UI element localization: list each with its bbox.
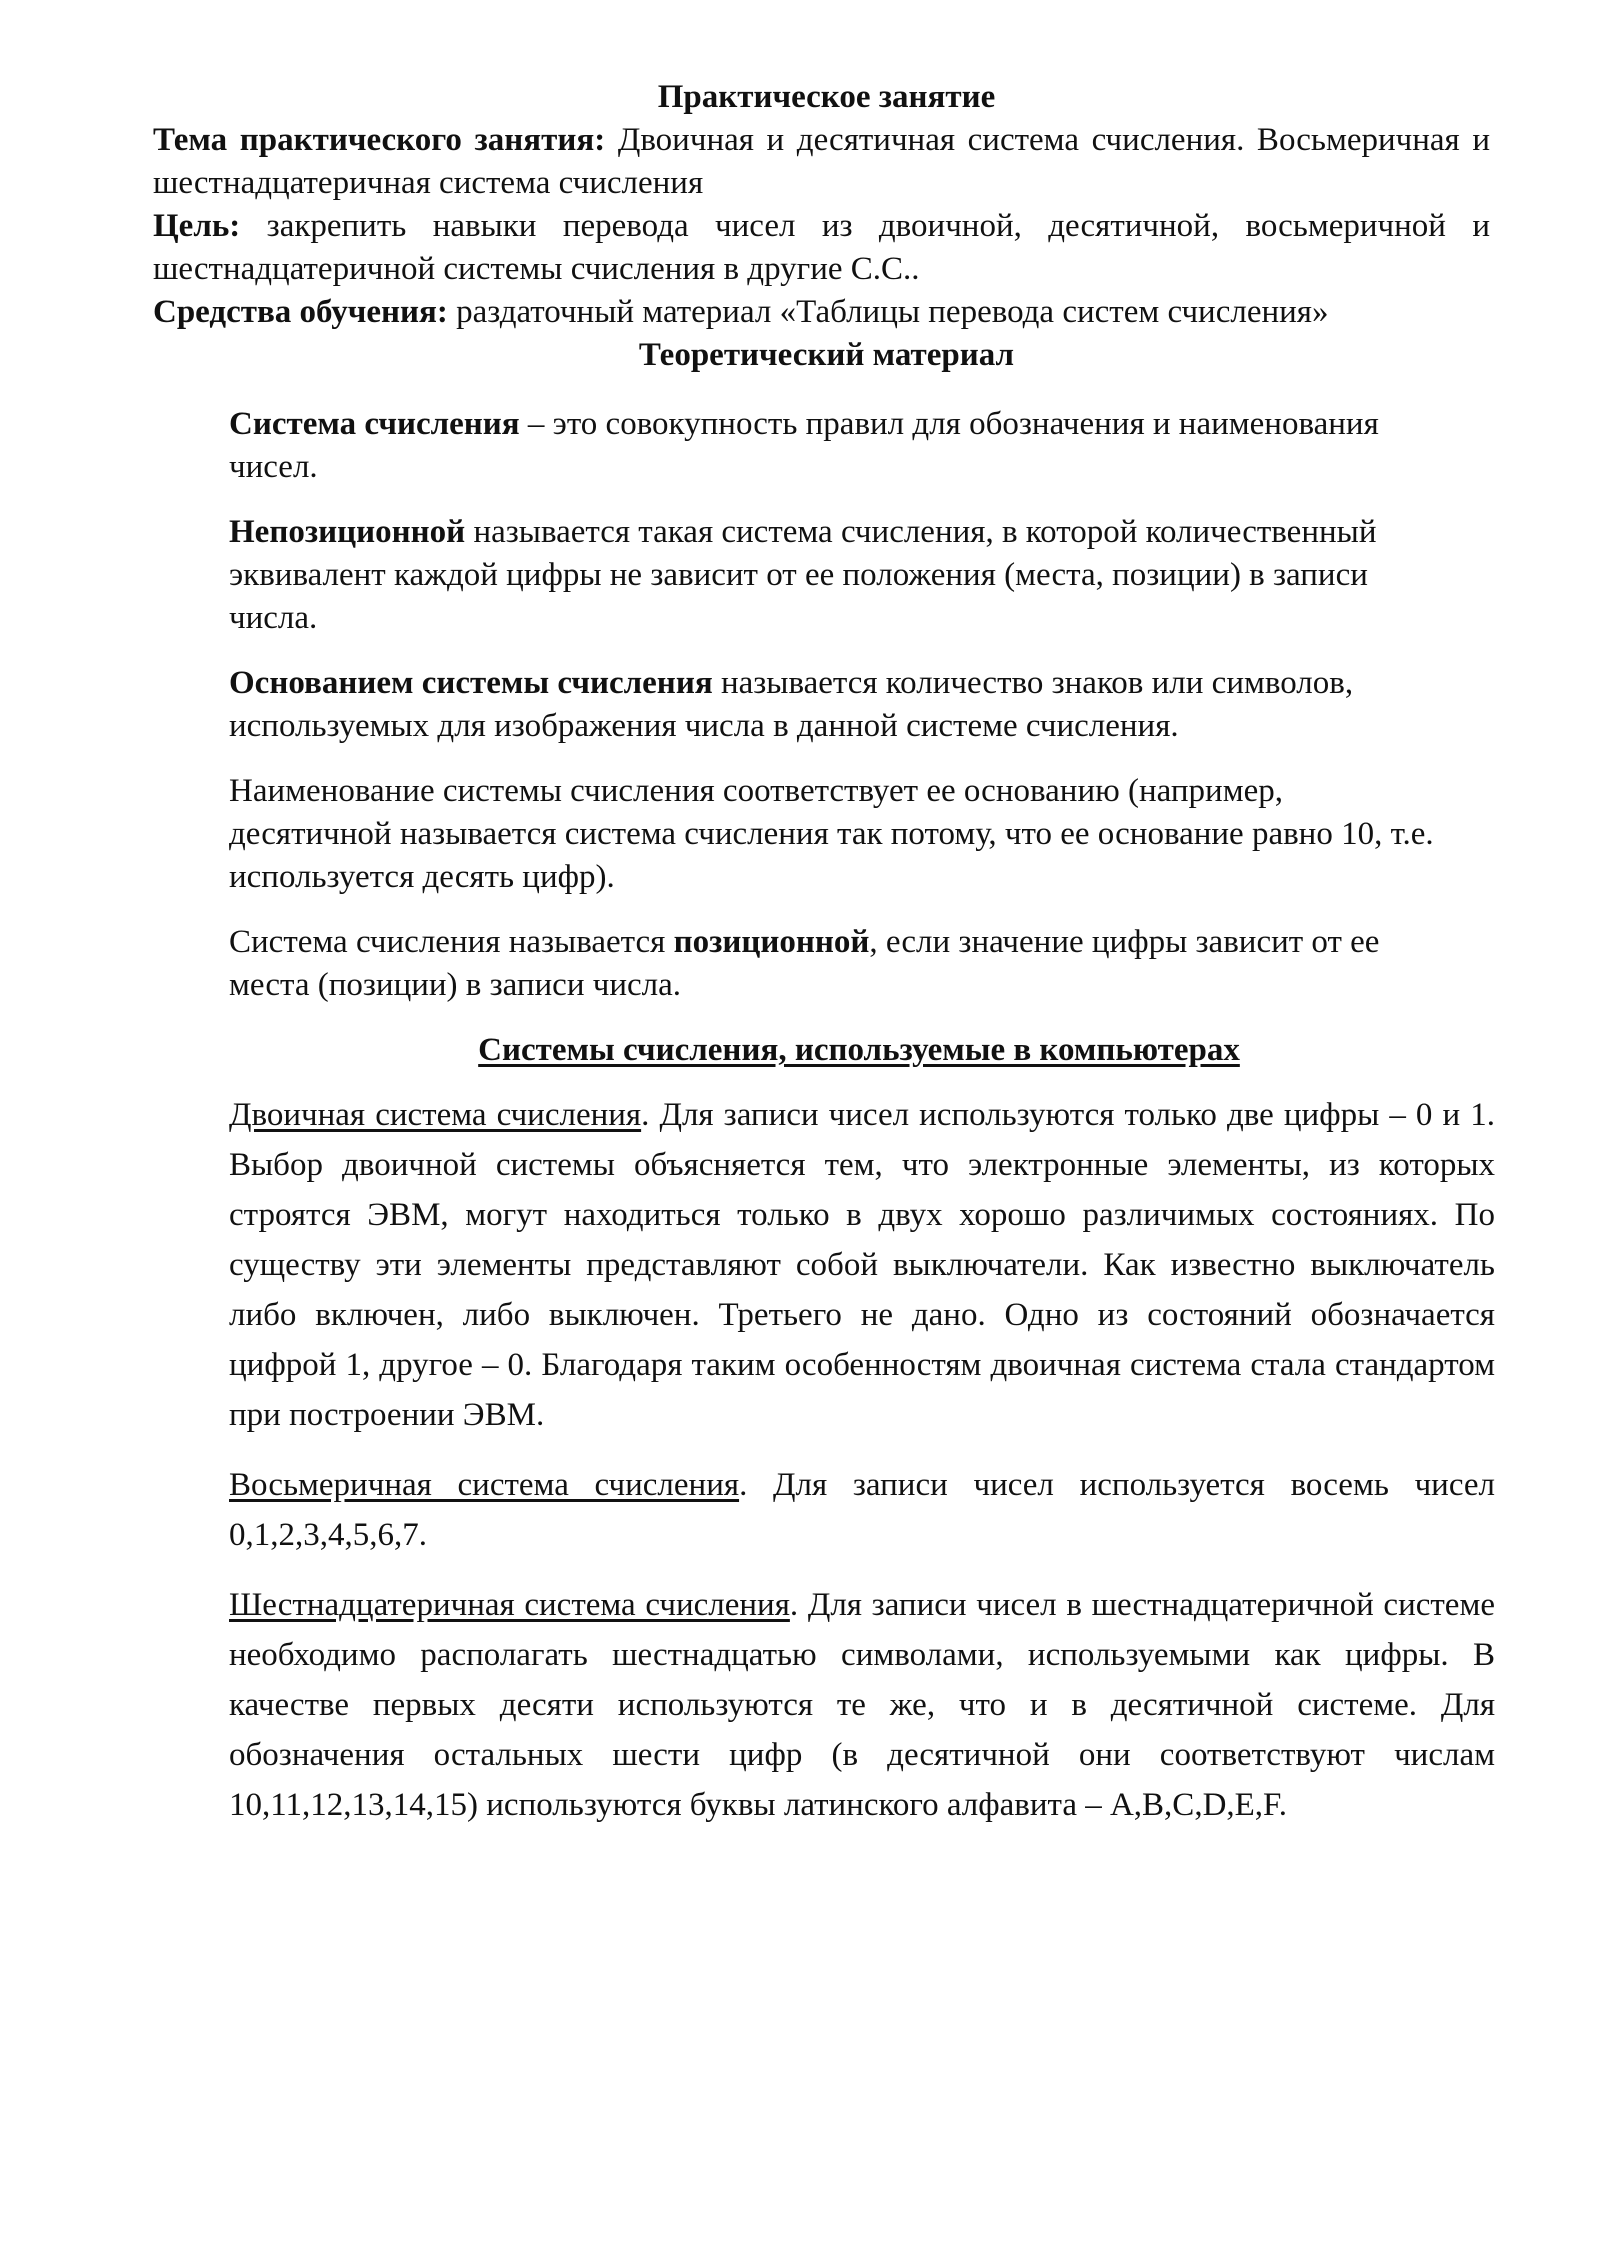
goal-label: Цель:: [153, 208, 241, 244]
topic-text: Двоичная и десятичная система счисления. Восьмеричная и шестнадцатеричная система счисления: [153, 122, 1490, 201]
hex-system-text: . Для записи чисел в шестнадцатеричной системе необходимо располагать шестнадцатью символами, используемыми как цифры. В качестве первых десяти используются те же, что и в десятичной системе. Для обозначения остальных шести цифр (в десятичной они соответствуют числам 10,11,12,13,14,15) используются буквы латинского алфавита – A,B,C,D,E,F.: [229, 1587, 1495, 1823]
theory-definition-numeral-system: [229, 403, 1450, 489]
computers-section: [229, 1090, 1495, 1830]
theory-definition-positional: [229, 921, 1450, 1007]
topic-paragraph: [153, 119, 1490, 205]
octal-system-term: Восьмеричная система счисления: [229, 1467, 740, 1503]
theory-definition-nonpositional: [229, 511, 1450, 640]
theory-definition-base: [229, 662, 1450, 748]
topic-label: Тема практического занятия:: [153, 122, 606, 158]
binary-system-text: . Для записи чисел используются только две цифры – 0 и 1. Выбор двоичной системы объясняется тем, что электронные элементы, из которых строятся ЭВМ, могут находиться только в двух хорошо различимых состояниях. По существу эти элементы представляют собой выключатели. Как известно выключатель либо включен, либо выключен. Третьего не дано. Одно из состояний обозначается цифрой 1, другое – 0. Благодаря таким особенностям двоичная система стала стандартом при построении ЭВМ.: [229, 1097, 1495, 1433]
goal-text: закрепить навыки перевода чисел из двоичной, десятичной, восьмеричной и шестнадцатеричной системы счисления в другие С.С..: [153, 208, 1490, 287]
goal-paragraph: [153, 205, 1490, 291]
document-title: Практическое занятие: [657, 79, 996, 115]
hex-system-term: Шестнадцатеричная система счисления: [229, 1587, 790, 1623]
theory-text: называется количество знаков или символов, используемых для изображения числа в данной системе счисления.: [229, 665, 1354, 744]
octal-system-text: . Для записи чисел используется восемь чисел 0,1,2,3,4,5,6,7.: [229, 1467, 1496, 1553]
theory-text: Наименование системы счисления соответствует ее основанию (например, десятичной называется система счисления так потому, что ее основание равно 10, т.е. используется десять цифр).: [229, 773, 1434, 895]
theory-section: [229, 403, 1450, 1007]
computers-section-title: Системы счисления, используемые в компьютерах: [478, 1032, 1240, 1068]
theory-term: Непозиционной: [229, 514, 466, 550]
means-text: раздаточный материал «Таблицы перевода систем счисления»: [447, 294, 1329, 330]
means-paragraph: [153, 291, 1490, 334]
means-label: Средства обучения:: [153, 294, 448, 330]
positional-before: Система счисления называется: [229, 924, 674, 960]
theory-term: Система счисления: [229, 406, 520, 442]
hex-system-paragraph: [229, 1580, 1495, 1830]
theory-title: Теоретический материал: [638, 337, 1015, 373]
theory-naming-paragraph: [229, 770, 1450, 899]
theory-text: называется такая система счисления, в которой количественный эквивалент каждой цифры не зависит от ее положения (места, позиции) в записи числа.: [229, 514, 1377, 636]
theory-text: – это совокупность правил для обозначения и наименования чисел.: [229, 406, 1379, 485]
binary-system-paragraph: [229, 1090, 1495, 1440]
binary-system-term: Двоичная система счисления: [229, 1097, 642, 1133]
octal-system-paragraph: [229, 1460, 1495, 1560]
positional-term: позиционной: [673, 924, 870, 960]
theory-term: Основанием системы счисления: [229, 665, 713, 701]
positional-after: , если значение цифры зависит от ее места (позиции) в записи числа.: [229, 924, 1380, 1003]
